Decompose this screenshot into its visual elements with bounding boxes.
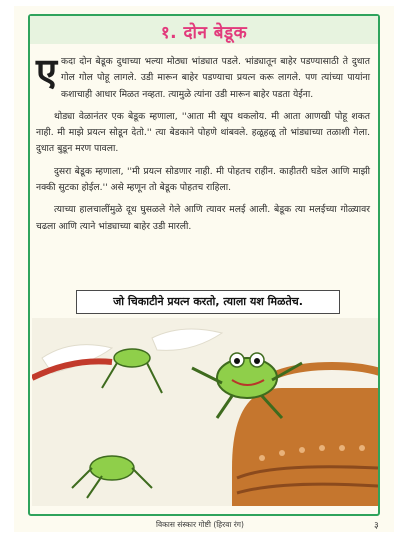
drop-cap: ए — [36, 49, 58, 94]
paragraph-1-text: कदा दोन बेडूक दुधाच्या भल्या मोठ्या भांड्यात पडले. भांड्यातून बाहेर पडण्यासाठी ते दुधात गोल गोल पोहू लागले. उडी मारून बाहेर पडण्याचा प्रयत्न करू लागले. पण त्यांच्या पायांना कशाचाही आधार मिळत नव्हता. त्यामुळे त्यांना उडी मारून बाहेर पडता येईना. — [61, 56, 370, 100]
frogs-in-milk-pot-illustration — [32, 318, 378, 506]
moral-box: जो चिकाटीने प्रयत्न करतो, त्याला यश मिळतेच. — [76, 290, 340, 314]
title-band — [30, 16, 378, 44]
paragraph-1 — [36, 49, 370, 103]
paragraph-4: त्याच्या हालचालींमुळे दूध घुसळले गेले आणि त्यावर मलई आली. बेडूक त्या मलईच्या गोळ्यावर चढला आणि त्याने भांड्याच्या बाहेर उडी मारली. — [36, 204, 370, 232]
story-title: १. दोन बेडूक — [160, 23, 248, 43]
paragraph-2: थोड्या वेळानंतर एक बेडूक म्हणाला, ''आता मी खूप थकलोय. मी आता आणखी पोहू शकत नाही. मी माझे प्रयत्न सोडून देतो.'' त्या बेडकाने पोहणे थांबवले. हळूहळू तो भांड्याच्या तळाशी गेला. दुधात बुडून मरण पावला. — [36, 110, 370, 155]
paragraph-3: दुसरा बेडूक म्हणाला, ''मी प्रयत्न सोडणार नाही. मी पोहतच राहीन. काहीतरी घडेल आणि माझी नक्की सुटका होईल.'' असे म्हणून तो बेडूक पोहतच राहिला. — [36, 165, 370, 194]
page-number: ३ — [374, 521, 379, 531]
story-body — [36, 49, 370, 241]
page-footer: विकास संस्कार गोष्टी (हिरवा रंग) — [156, 520, 244, 529]
